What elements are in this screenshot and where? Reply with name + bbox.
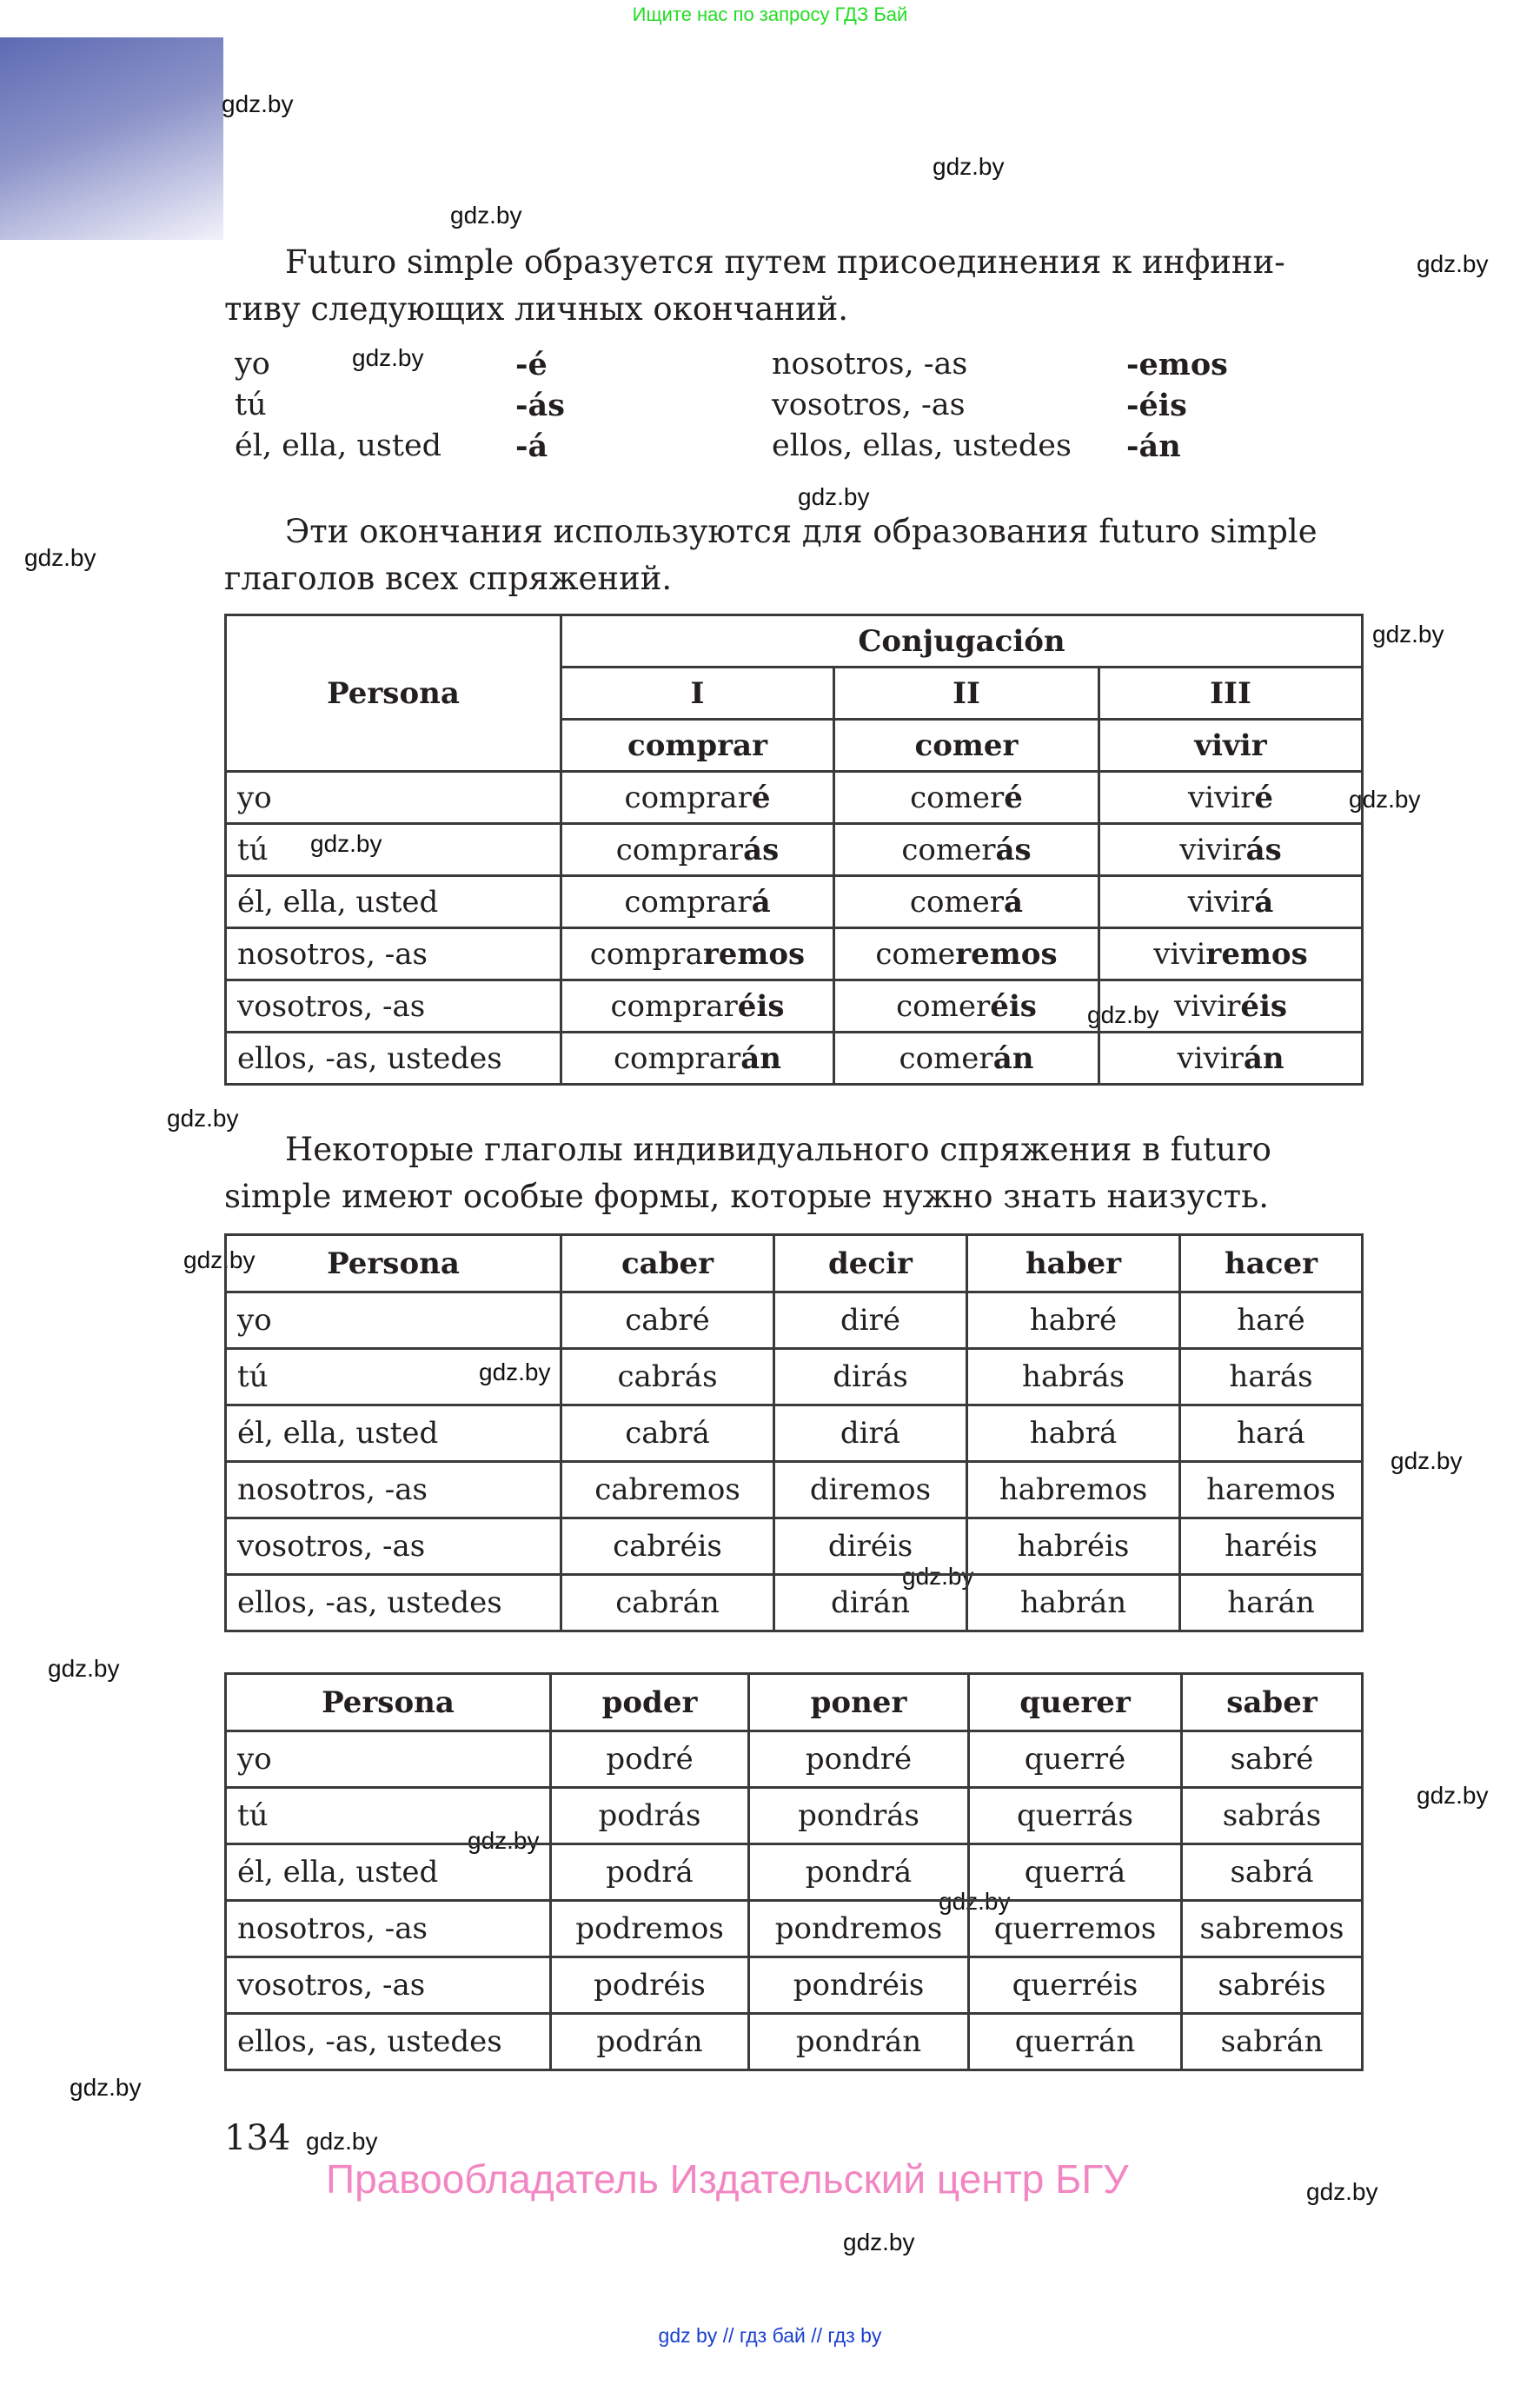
- persona-cell: yo: [226, 1731, 551, 1788]
- persona-cell: vosotros, -as: [226, 1518, 561, 1575]
- persona-cell: vosotros, -as: [226, 1957, 551, 2014]
- verb-header: hacer: [1180, 1235, 1363, 1292]
- decorative-gradient-box: [0, 37, 223, 240]
- form-cell: habremos: [967, 1462, 1180, 1518]
- table-row: [226, 1349, 1363, 1405]
- watermark: gdz.by: [1306, 2178, 1378, 2205]
- verb-header: querer: [969, 1674, 1182, 1731]
- paragraph-intro: [224, 239, 1361, 333]
- verb-header: caber: [561, 1235, 774, 1292]
- form-cell: diremos: [774, 1462, 967, 1518]
- watermark: gdz.by: [902, 1563, 974, 1590]
- form-cell: cabremos: [561, 1462, 774, 1518]
- form-cell: viviremos: [1099, 928, 1363, 980]
- table-row: [226, 1292, 1363, 1349]
- endings-row: [224, 385, 1363, 426]
- form-cell: sabrá: [1182, 1844, 1363, 1901]
- persona-header: Persona: [226, 615, 561, 772]
- form-cell: habré: [967, 1292, 1180, 1349]
- verb-header: haber: [967, 1235, 1180, 1292]
- form-cell: dirás: [774, 1349, 967, 1405]
- form-cell: comprará: [561, 876, 834, 928]
- form-cell: viviré: [1099, 772, 1363, 824]
- watermark: gdz.by: [1087, 1001, 1159, 1028]
- endings-row: [224, 344, 1363, 385]
- regular-conjugation-table: [224, 614, 1364, 1086]
- form-cell: comeré: [834, 772, 1099, 824]
- table-row: [226, 1575, 1363, 1631]
- watermark: gdz.by: [183, 1246, 256, 1273]
- watermark: gdz.by: [352, 344, 424, 371]
- form-cell: haréis: [1180, 1518, 1363, 1575]
- group-header: III: [1099, 668, 1363, 720]
- conjugacion-header: Conjugación: [561, 615, 1363, 668]
- verb-header: comprar: [561, 720, 834, 772]
- verb-header: vivir: [1099, 720, 1363, 772]
- watermark: gdz.by: [843, 2229, 915, 2255]
- persona-cell: tú: [226, 1788, 551, 1844]
- persona-cell: yo: [226, 1292, 561, 1349]
- verb-header: saber: [1182, 1674, 1363, 1731]
- endings-person: vosotros, -as: [772, 388, 966, 422]
- watermark: gdz.by: [222, 90, 294, 117]
- form-cell: compraréis: [561, 980, 834, 1033]
- form-cell: podrán: [551, 2014, 749, 2070]
- form-cell: podrás: [551, 1788, 749, 1844]
- persona-header: Persona: [226, 1235, 561, 1292]
- form-cell: harás: [1180, 1349, 1363, 1405]
- table-row: [226, 1462, 1363, 1518]
- form-cell: querrá: [969, 1844, 1182, 1901]
- form-cell: cabré: [561, 1292, 774, 1349]
- watermark: gdz.by: [48, 1655, 120, 1682]
- watermark: gdz.by: [1372, 621, 1444, 648]
- persona-cell: yo: [226, 772, 561, 824]
- form-cell: podréis: [551, 1957, 749, 2014]
- watermark: gdz.by: [306, 2128, 378, 2155]
- form-cell: pondrás: [749, 1788, 969, 1844]
- form-cell: cabréis: [561, 1518, 774, 1575]
- verb-header: poder: [551, 1674, 749, 1731]
- footer-link[interactable]: gdz by // гдз бай // гдз by: [658, 2324, 882, 2347]
- endings-person: ellos, ellas, ustedes: [772, 429, 1072, 463]
- form-cell: comprarán: [561, 1033, 834, 1085]
- table-row: [226, 1518, 1363, 1575]
- table-row: [226, 1957, 1363, 2014]
- endings-row: [224, 426, 1363, 467]
- paragraph-usage: [224, 508, 1361, 602]
- table-row: [226, 928, 1363, 980]
- form-cell: podrá: [551, 1844, 749, 1901]
- form-cell: sabré: [1182, 1731, 1363, 1788]
- watermark: gdz.by: [310, 830, 382, 857]
- paragraph-line: тиву следующих личных окончаний.: [224, 290, 849, 328]
- persona-cell: ellos, -as, ustedes: [226, 2014, 551, 2070]
- irregular-verbs-table-1: [224, 1233, 1364, 1632]
- paragraph-line: Futuro simple образуется путем присоединения к инфини-: [285, 243, 1285, 281]
- persona-cell: ellos, -as, ustedes: [226, 1575, 561, 1631]
- persona-cell: vosotros, -as: [226, 980, 561, 1033]
- form-cell: pondrá: [749, 1844, 969, 1901]
- table-row: [226, 1901, 1363, 1957]
- endings-suffix: -éis: [1126, 388, 1187, 423]
- persona-cell: ellos, -as, ustedes: [226, 1033, 561, 1085]
- endings-person: nosotros, -as: [772, 347, 968, 382]
- table-row: [226, 772, 1363, 824]
- watermark: gdz.by: [450, 202, 522, 229]
- form-cell: cabrás: [561, 1349, 774, 1405]
- paragraph-irregular: [224, 1126, 1361, 1220]
- persona-cell: él, ella, usted: [226, 1405, 561, 1462]
- endings-person: yo: [235, 347, 270, 382]
- table-row: [226, 980, 1363, 1033]
- form-cell: compraremos: [561, 928, 834, 980]
- form-cell: pondré: [749, 1731, 969, 1788]
- form-cell: comerá: [834, 876, 1099, 928]
- table-row: [226, 1731, 1363, 1788]
- form-cell: habréis: [967, 1518, 1180, 1575]
- paragraph-line: Эти окончания используются для образования futuro simple: [285, 513, 1318, 550]
- watermark: gdz.by: [167, 1105, 239, 1132]
- table-row: [226, 1033, 1363, 1085]
- watermark: gdz.by: [468, 1827, 540, 1854]
- paragraph-line: simple имеют особые формы, которые нужно знать наизусть.: [224, 1178, 1269, 1215]
- persona-cell: tú: [226, 824, 561, 876]
- endings-person: tú: [235, 388, 267, 422]
- form-cell: vivirás: [1099, 824, 1363, 876]
- table-row: [226, 2014, 1363, 2070]
- endings-person: él, ella, usted: [235, 429, 442, 463]
- group-header: II: [834, 668, 1099, 720]
- form-cell: harán: [1180, 1575, 1363, 1631]
- form-cell: dirá: [774, 1405, 967, 1462]
- table-row: [226, 1844, 1363, 1901]
- form-cell: habrás: [967, 1349, 1180, 1405]
- persona-cell: él, ella, usted: [226, 876, 561, 928]
- page-number: 134: [224, 2118, 291, 2158]
- endings-list: [224, 344, 1363, 467]
- watermark: gdz.by: [70, 2074, 142, 2101]
- watermark: gdz.by: [1417, 250, 1489, 277]
- endings-suffix: -án: [1126, 429, 1181, 464]
- form-cell: pondremos: [749, 1901, 969, 1957]
- form-cell: comeréis: [834, 980, 1099, 1033]
- form-cell: comeremos: [834, 928, 1099, 980]
- form-cell: comerán: [834, 1033, 1099, 1085]
- form-cell: querrás: [969, 1788, 1182, 1844]
- form-cell: hará: [1180, 1405, 1363, 1462]
- form-cell: sabrán: [1182, 2014, 1363, 2070]
- endings-suffix: -á: [515, 429, 548, 464]
- watermark: gdz.by: [798, 483, 870, 510]
- form-cell: querréis: [969, 1957, 1182, 2014]
- watermark: gdz.by: [933, 153, 1005, 180]
- irregular-verbs-table-2: [224, 1672, 1364, 2071]
- form-cell: diré: [774, 1292, 967, 1349]
- form-cell: sabrás: [1182, 1788, 1363, 1844]
- form-cell: pondréis: [749, 1957, 969, 2014]
- form-cell: vivirá: [1099, 876, 1363, 928]
- form-cell: haré: [1180, 1292, 1363, 1349]
- form-cell: compraré: [561, 772, 834, 824]
- watermark: gdz.by: [1417, 1782, 1489, 1809]
- form-cell: comerás: [834, 824, 1099, 876]
- verb-header: decir: [774, 1235, 967, 1292]
- watermark: gdz.by: [939, 1888, 1011, 1915]
- form-cell: querrán: [969, 2014, 1182, 2070]
- form-cell: haremos: [1180, 1462, 1363, 1518]
- form-cell: dirán: [774, 1575, 967, 1631]
- form-cell: pondrán: [749, 2014, 969, 2070]
- endings-suffix: -é: [515, 347, 548, 382]
- watermark: gdz.by: [24, 544, 96, 571]
- persona-cell: nosotros, -as: [226, 928, 561, 980]
- table-row: [226, 824, 1363, 876]
- top-banner: Ищите нас по запросу ГДЗ Бай: [632, 3, 908, 25]
- form-cell: habrá: [967, 1405, 1180, 1462]
- endings-suffix: -ás: [515, 388, 565, 423]
- verb-header: comer: [834, 720, 1099, 772]
- paragraph-line: Некоторые глаголы индивидуального спряжения в futuro: [285, 1131, 1271, 1168]
- form-cell: podremos: [551, 1901, 749, 1957]
- table-row: [226, 1405, 1363, 1462]
- form-cell: cabrá: [561, 1405, 774, 1462]
- form-cell: querremos: [969, 1901, 1182, 1957]
- endings-suffix: -emos: [1126, 347, 1228, 382]
- table-row: [226, 1788, 1363, 1844]
- watermark: gdz.by: [479, 1359, 551, 1385]
- watermark: gdz.by: [1391, 1447, 1463, 1474]
- persona-cell: él, ella, usted: [226, 1844, 551, 1901]
- form-cell: diréis: [774, 1518, 967, 1575]
- form-cell: comprarás: [561, 824, 834, 876]
- persona-cell: nosotros, -as: [226, 1901, 551, 1957]
- paragraph-line: глаголов всех спряжений.: [224, 560, 673, 597]
- persona-cell: tú: [226, 1349, 561, 1405]
- persona-cell: nosotros, -as: [226, 1462, 561, 1518]
- form-cell: habrán: [967, 1575, 1180, 1631]
- copyright-notice: Правообладатель Издательский центр БГУ: [326, 2156, 1129, 2202]
- form-cell: sabremos: [1182, 1901, 1363, 1957]
- verb-header: poner: [749, 1674, 969, 1731]
- group-header: I: [561, 668, 834, 720]
- table-row: [226, 876, 1363, 928]
- watermark: gdz.by: [1349, 786, 1421, 813]
- form-cell: querré: [969, 1731, 1182, 1788]
- form-cell: sabréis: [1182, 1957, 1363, 2014]
- persona-header: Persona: [226, 1674, 551, 1731]
- form-cell: vivirán: [1099, 1033, 1363, 1085]
- form-cell: podré: [551, 1731, 749, 1788]
- form-cell: cabrán: [561, 1575, 774, 1631]
- form-cell: viviréis: [1099, 980, 1363, 1033]
